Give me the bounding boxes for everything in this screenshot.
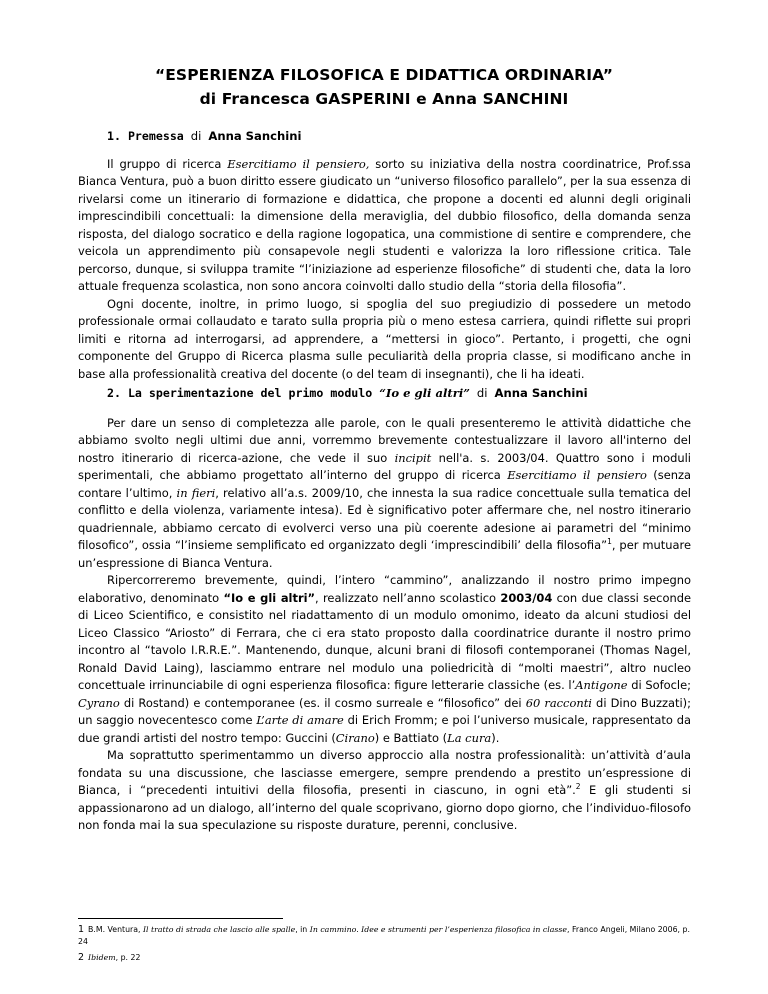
section-2-paragraph-2 (78, 572, 691, 747)
text-run: di Dino Buzzati); un saggio novecentesco come (78, 695, 691, 727)
italic-run: L’arte di amare (256, 713, 344, 727)
italic-run: Esercitiamo il pensiero, (227, 156, 370, 171)
section-1-heading (107, 128, 691, 146)
footnote-1 (78, 924, 691, 948)
document-title-line1: “ESPERIENZA FILOSOFICA E DIDATTICA ORDINARIA” (154, 66, 614, 84)
text-run: di Rostand) e contemporanee (es. il cosmo surreale e “filosofico” dei (119, 695, 526, 710)
text-run: Il gruppo di ricerca (107, 156, 228, 171)
italic-run: In cammino. Idee e strumenti per l’esperienza filosofica in classe (309, 925, 568, 934)
section-2-heading-author: Anna Sanchini (494, 386, 588, 400)
text-run: di Erich Fromm; e poi l’universo musicale, rappresentato da due grandi artisti del nostro tempo: Guccini ( (78, 713, 691, 745)
text-run: , realizzato nell’anno scolastico (315, 590, 501, 605)
italic-run: incipit (394, 450, 432, 465)
footnote-number: 1 (78, 924, 85, 935)
italic-run: 60 racconti (525, 695, 592, 710)
section-2-heading-title: 2. La sperimentazione del primo modulo (107, 386, 373, 400)
section-1-paragraph-2: Ogni docente, inoltre, in primo luogo, si spoglia del suo pregiudizio di possedere un metodo professionale ormai collaudato e tarato sulla propria più o meno estesa carriera, quindi riflette sui propri limiti e ritorna ad interrogarsi, ad apprendere, a “mettersi in gioco”. Pertanto, i progetti, che ogni componente del Gruppo di Ricerca plasma sulle peculiarità della propria classe, si modificano anche in base alla professionalità creativa del docente (o del team di insegnanti), che li ha ideati. (78, 296, 691, 381)
text-run: B.M. Ventura, (88, 925, 143, 934)
italic-run: Il tratto di strada che lascio alle spalle (142, 925, 296, 934)
text-run: Ripercorreremo brevemente, quindi, l’intero “cammino”, analizzando il nostro primo impegno elaborativo, denominato (78, 573, 691, 605)
italic-run: La cura (447, 730, 492, 745)
document-title-line2: di Francesca GASPERINI e Anna SANCHINI (199, 90, 569, 108)
section-1-heading-author: Anna Sanchini (208, 129, 302, 143)
section-1 (78, 128, 691, 383)
italic-run: Antigone (575, 678, 628, 692)
footnote-number: 2 (78, 952, 85, 963)
footnote-ref-1[interactable]: 1 (607, 537, 612, 547)
section-2-heading-module: “Io e gli altri” (379, 386, 470, 400)
footnote-2 (78, 952, 691, 964)
text-run: (senza contare l’ultimo, (78, 468, 692, 500)
footnote-divider (78, 918, 283, 919)
text-run: Ma soprattutto sperimentammo un diverso approccio alla nostra professionalità: un’attività d’aula fondata su una discussione, che lasciasse emergere, sempre prendendo a prestito un’espressione di Bianca, i “precedenti intuitivi della filosofia, presenti in ciascuno, in ogni età”. (78, 748, 691, 797)
section-2-paragraph-1 (78, 415, 691, 573)
section-1-heading-di: di (190, 129, 202, 143)
text-run: , per mutuare un’espressione di Bianca Ventura. (78, 538, 691, 570)
italic-run: Esercitiamo il pensiero (507, 468, 647, 482)
bold-run: “Io e gli altri” (223, 590, 316, 605)
section-1-heading-title: 1. Premessa (107, 129, 184, 143)
text-run: , relativo all’a.s. 2009/10, che innesta la sua radice concettuale sulla tematica del conflitto e della violenza, variamente intesa). Ed è significativo poter affermare che, nel nostro itinerario quadriennale, abbiamo cercato di evolverci verso una più coerente adesione ai parametri del “minimo filosofico”, ossia “l’insieme semplificato ed organizzato degli ‘imprescindibili’ della filosofia” (78, 485, 691, 552)
text-run: Per dare un senso di completezza alle parole, con le quali presenteremo le attività didattiche che abbiamo svolto negli ultimi due anni, vorremmo brevemente contestualizzare il lavoro all'interno del nostro itinerario di ricerca-azione, che vede il suo (78, 415, 691, 465)
italic-run: Ibidem (88, 953, 116, 962)
text-run: E gli studenti si appassionarono ad un dialogo, all’interno del quale scoprivano, giorno dopo giorno, che l’individuo-filosofo non fonda mai la sua speculazione su risposte durature, perenni, conclusive. (78, 783, 692, 832)
footnote-ref-2[interactable]: 2 (575, 782, 581, 792)
bold-run: 2003/04 (500, 590, 553, 605)
section-2-paragraph-3 (78, 747, 691, 835)
italic-run: Cyrano (78, 695, 120, 710)
text-run: nell'a. s. 2003/04. Quattro sono i moduli sperimentali, che abbiamo progettato all’interno del gruppo di ricerca (78, 450, 691, 482)
text-run: ). (491, 730, 500, 745)
section-2 (78, 385, 691, 835)
section-1-paragraph-1 (78, 156, 691, 296)
italic-run: Cirano (335, 730, 375, 745)
text-run: ) e Battiato ( (374, 730, 448, 745)
text-run: con due classi seconde di Liceo Scientifico, e consistito nel riadattamento di un modulo omonimo, ideato da alcuni studiosi del Liceo Classico “Ariosto” di Ferrara, che ci era stato proposto dalla coordinatrice durante il nostro primo incontro al “tavolo I.R.R.E.”. Mantenendo, dunque, alcuni brani di filosofi contemporanei (Thomas Nagel, Ronald David Laing), lasciammo entrare nel modulo una poliedricità di “molti maestri”, altro nucleo concettuale irrinunciabile di ogni esperienza filosofica: figure letterarie classiche (es. l’ (78, 590, 691, 692)
text-run: sorto su iniziativa della nostra coordinatrice, Prof.ssa Bianca Ventura, può a buon diritto essere giudicato un “universo filosofico parallelo”, per la sua essenza di rivelarsi come un itinerario di formazione e didattica, che propone a docenti ed alunni degli originali imprescindibili concettuali: la dimensione della meraviglia, del dubbio filosofico, della domanda senza risposta, del dialogo socratico e della ragione logopatica, una commistione di sentire e comprendere, che veicola un apprendimento più consapevole negli studenti e valorizza la loro riflessione critica. Tale percorso, dunque, si sviluppa tramite “l’iniziazione ad esperienze filosofiche” di studenti che, data la loro attuale frequenza scolastica, non sono ancora coinvolti dallo studio della “storia della filosofia”. (78, 156, 691, 293)
section-2-heading (107, 385, 691, 403)
section-2-heading-di: di (476, 386, 488, 400)
text-run: , Franco Angeli, Milano 2006, p. 24 (78, 925, 690, 946)
text-run: , in (295, 925, 310, 934)
text-run: , p. 22 (115, 953, 141, 962)
italic-run: in fieri (176, 485, 216, 500)
text-run: di Sofocle; (627, 678, 691, 692)
